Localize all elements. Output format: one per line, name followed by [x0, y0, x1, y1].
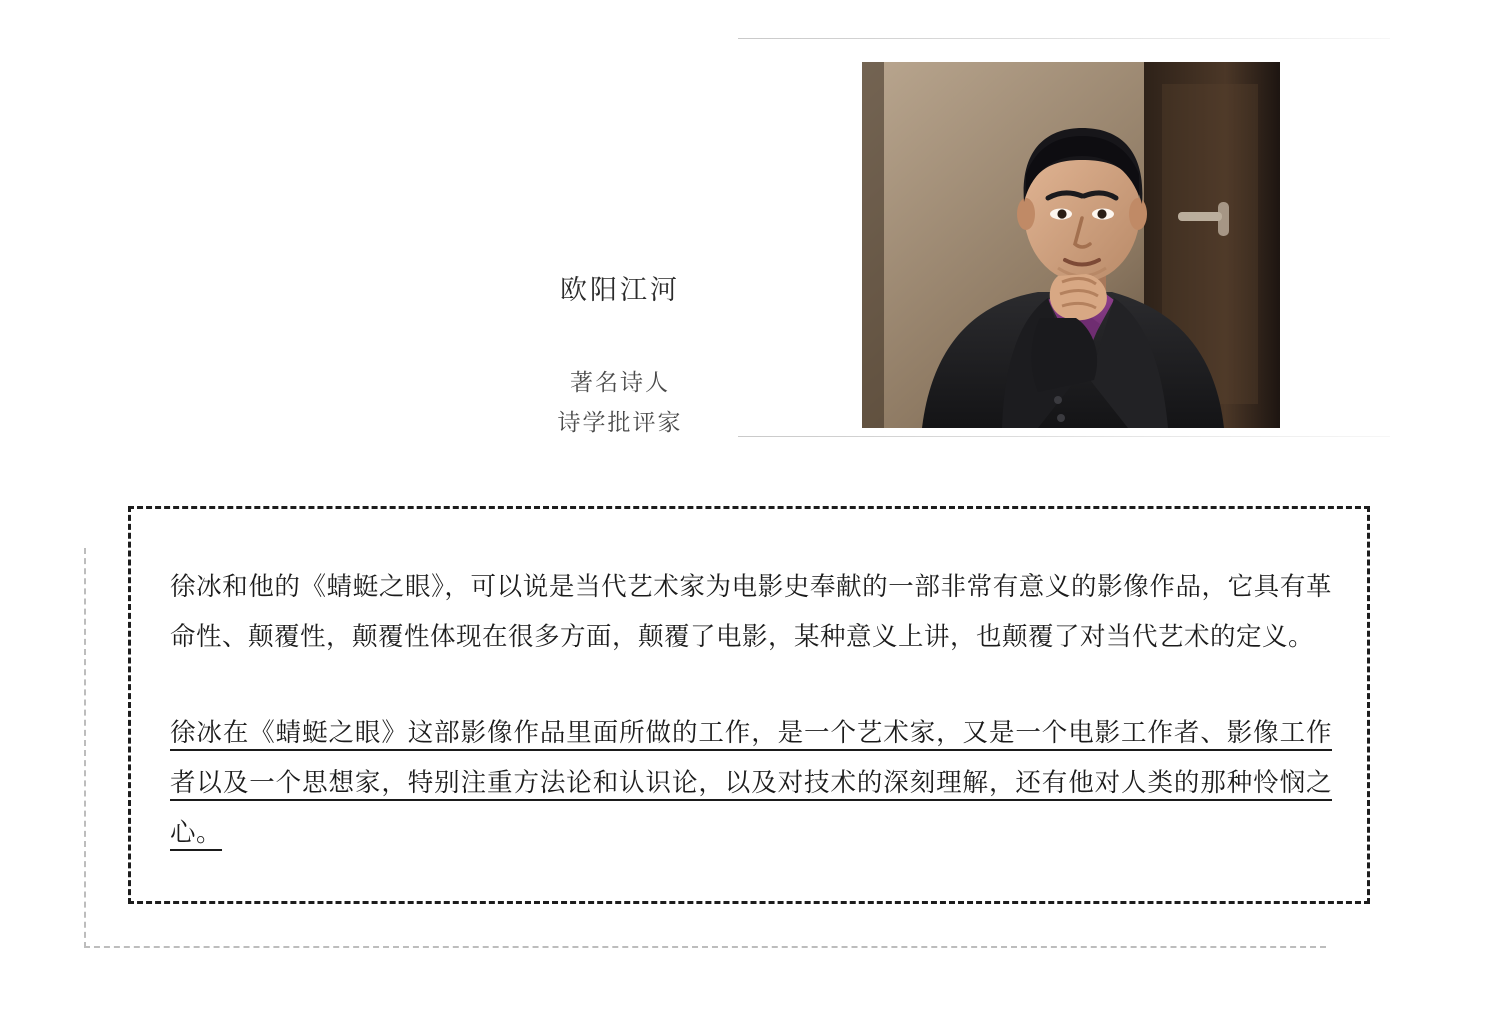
quote-paragraph-1: 徐冰和他的《蜻蜓之眼》，可以说是当代艺术家为电影史奉献的一部非常有意义的影像作品，它具有革命性、颠覆性，颠覆性体现在很多方面，颠覆了电影，某种意义上讲，也颠覆了对当代艺术的定义。	[170, 573, 1332, 651]
quote-block	[84, 506, 1370, 948]
profile-role-primary: 著名诗人	[570, 369, 670, 395]
divider-top	[738, 38, 1390, 39]
quote-paragraph-2: 徐冰在《蜻蜓之眼》这部影像作品里面所做的工作，是一个艺术家，又是一个电影工作者、影像工作者以及一个思想家，特别注重方法论和认识论，以及对技术的深刻理解，还有他对人类的那种怜悯之心。	[170, 719, 1332, 847]
profile-roles	[360, 362, 880, 442]
profile-header	[0, 0, 1486, 470]
quote-text	[170, 562, 1332, 858]
portrait-photo	[862, 62, 1280, 428]
profile-role-secondary: 诗学批评家	[557, 409, 683, 435]
page-title: 欧阳江河	[560, 275, 680, 305]
